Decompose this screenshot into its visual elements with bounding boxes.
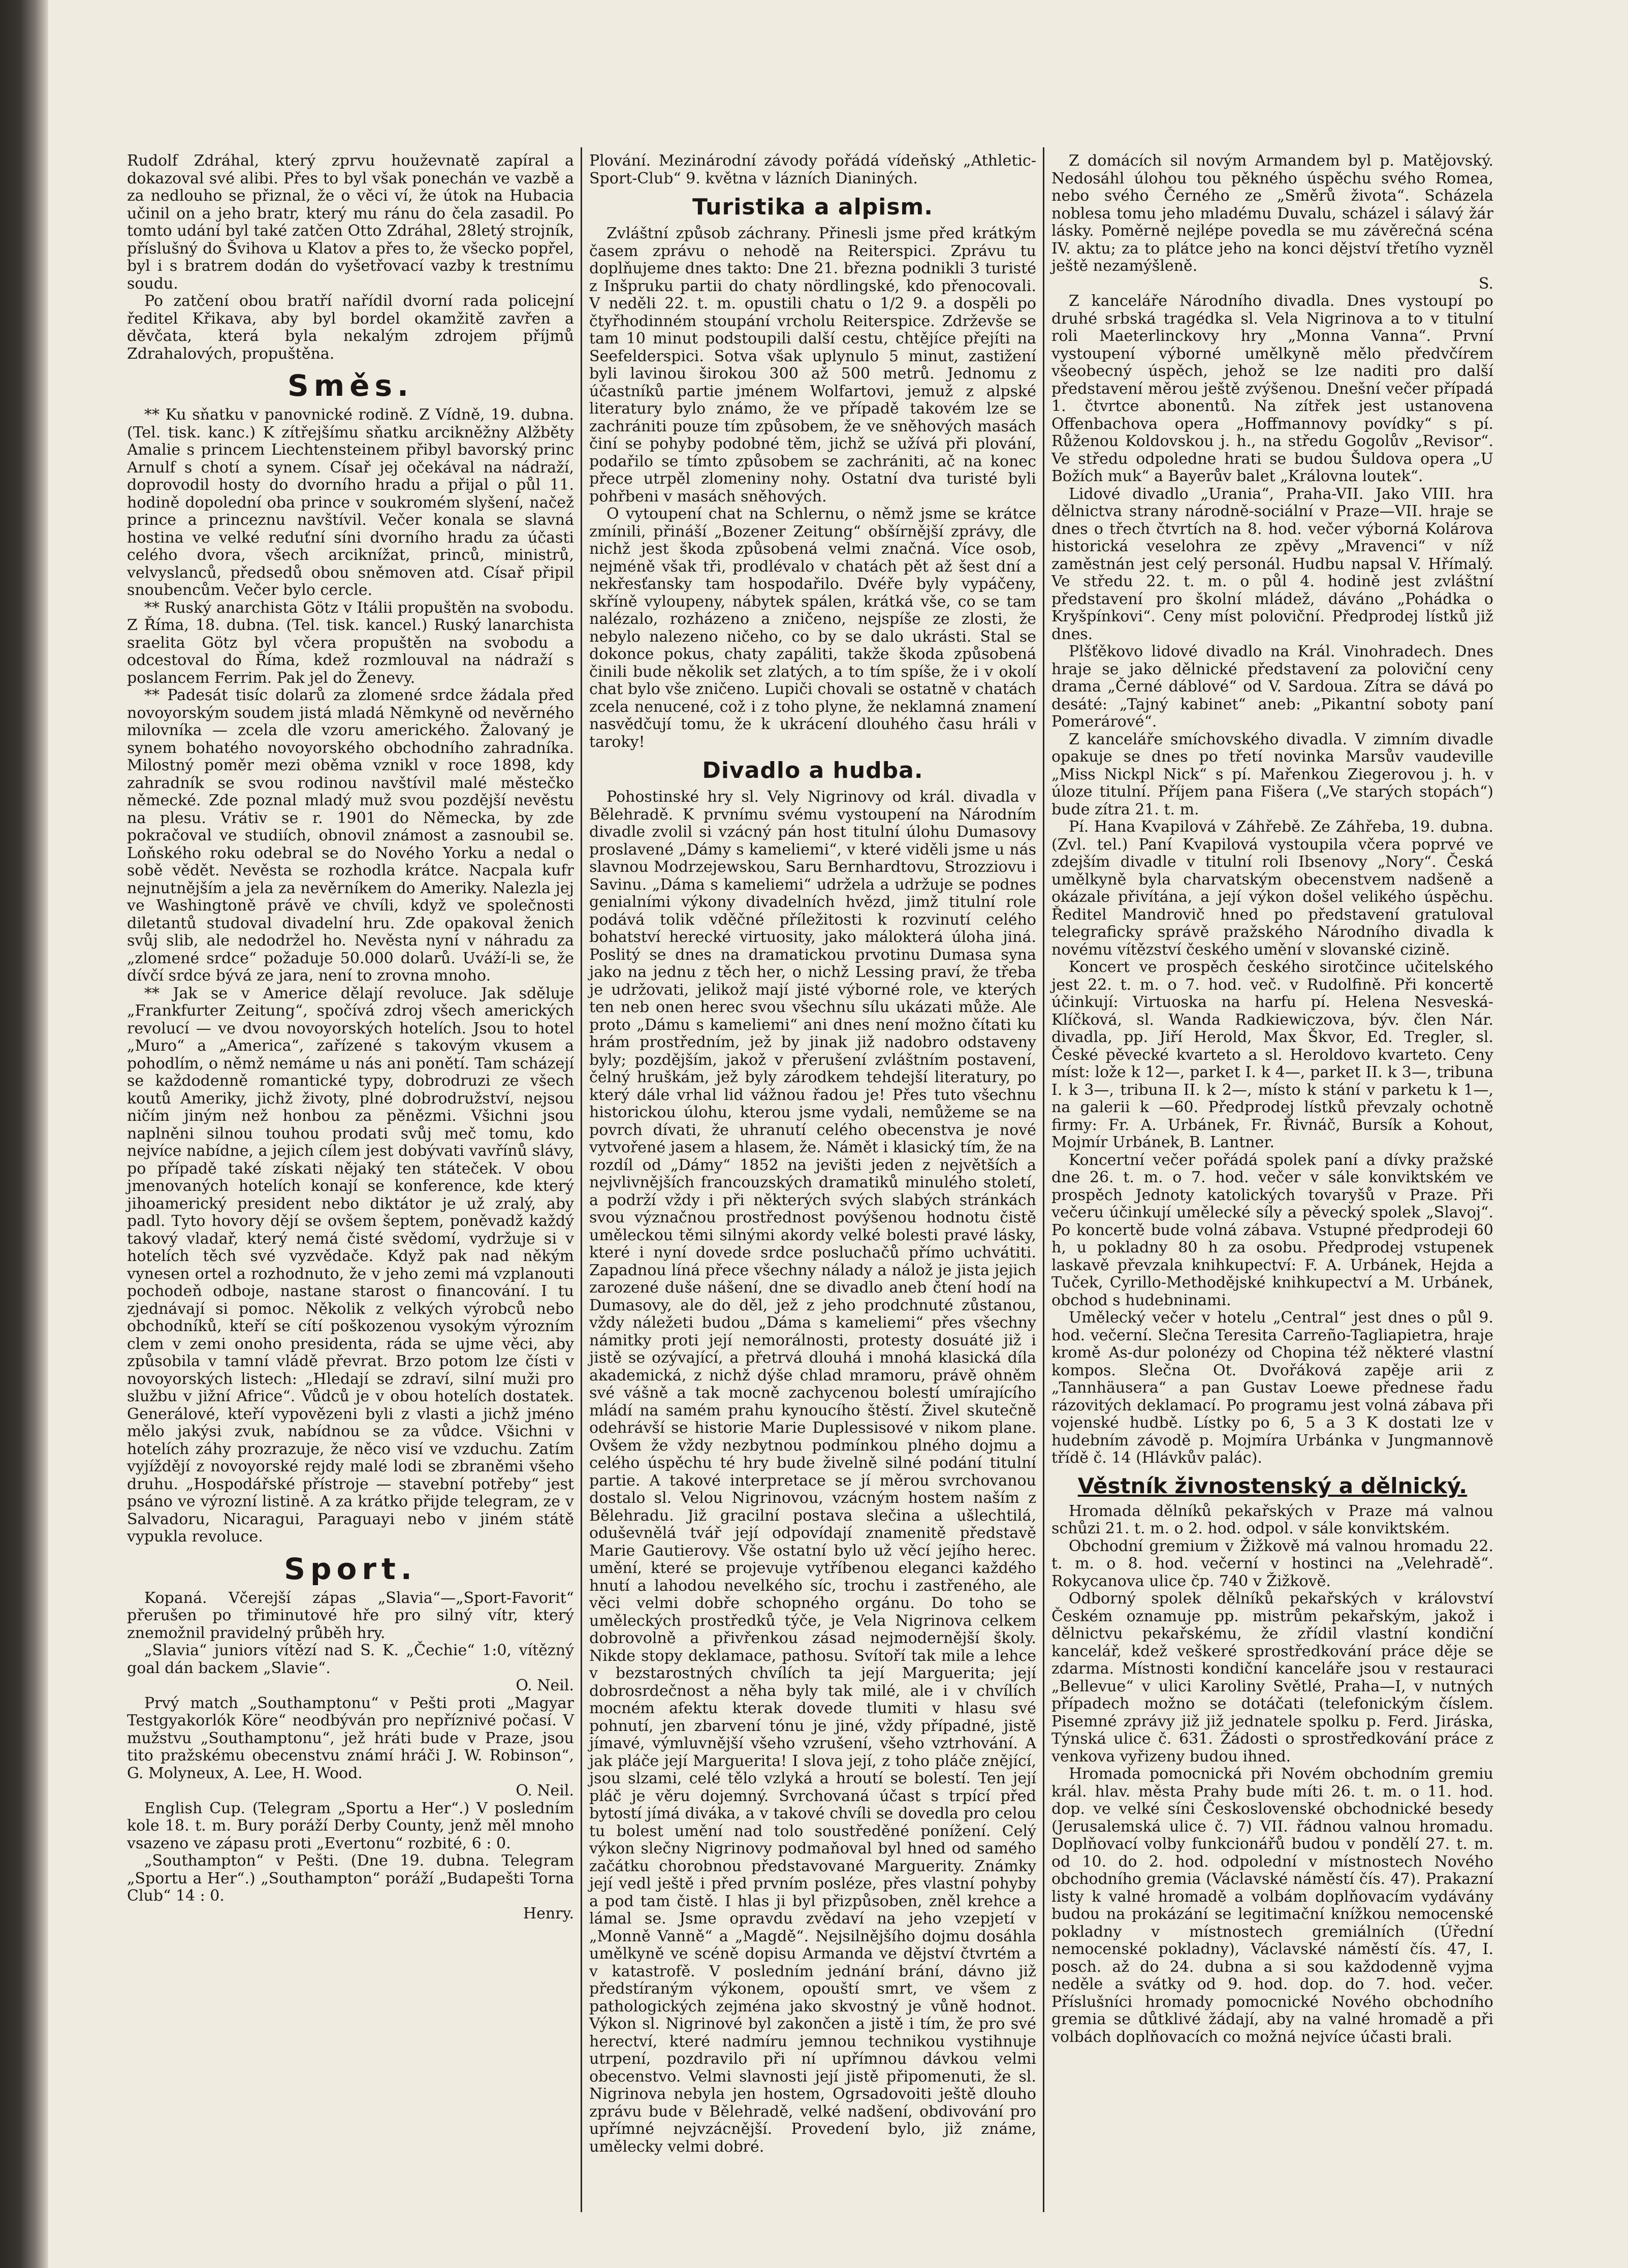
news-item-plovani: Plování. Mezinárodní závody pořádá vídeňský „Athletic-Sport-Club“ 9. května v lázních Dianiných. (589, 152, 1036, 187)
column-rule-1 (581, 147, 582, 2212)
news-item-narodni-divadlo: Z kanceláře Národního divadla. Dnes vystoupí po druhé srbská tragédka sl. Vela Nigrinova a to v titulní roli Maeterlinckovy hry „Monna Vanna“. První vystoupení výborné umělkyně mělo předvčírem všeobecný úspěch, jehož se lze naditi pro další představení měrou ještě zvýšenou. Dnešní večer případá 1. čtvrtce abonentů. Na zítřek jest ustanovena Offenbachova opera „Hoffmannovy povídky“ s pí. Růženou Koldovskou j. h., na středu Gogolův „Revisor“. Ve středu odpoledne hrati se budou Šuldova opera „U Božích muk“ a Bayerův balet „Královna loutek“. (1051, 292, 1493, 485)
news-item-smichov: Z kanceláře smíchovského divadla. V zimním divadle opakuje se dnes po třetí novinka Marsův vaudeville „Miss Nickpl Nick“ s pí. Mařenkou Ziegerovou j. h. v úloze titulní. Příjem pana Fišera („Ve starých stopách“) bude zítra 21. t. m. (1051, 730, 1493, 818)
news-item-schlern: O vytoupení chat na Schlernu, o němž jsme se krátce zmínili, přináší „Bozener Zeitung“ obšírnější zprávy, dle nichž jest škoda způsobená velmi značná. Více osob, nejméně však tři, prodlévalo v chatách pět až šest dní a nekřesťansky tam hospodařilo. Dvéře byly vypáčeny, skříně vyloupeny, nábytek spálen, krátká vše, co se tam nalézalo, rozházeno a zničeno, nejspíše ze zlosti, že nebylo nalezeno ničeho, co by se dalo ukrásti. Stal se dokonce pokus, chaty zapáliti, takže škoda způsobená činili bude několik set zlatých, a to tím spíše, že i v okolí chat bylo vše zničeno. Lupiči chovali se ostatně v chatách zcela nenucené, což i z toho plyne, že neklamná znamení nasvědčují tomu, že k ukrácení dlouhého času hráli v taroky! (589, 505, 1036, 751)
section-heading-divadlo: Divadlo a hudba. (702, 758, 923, 783)
notice-hromada-pekaru: Hromada dělníků pekařských v Praze má valnou schůzi 21. t. m. o 2. hod. odpol. v sále konviktském. (1051, 1502, 1493, 1537)
sport-item-southampton-pest: „Southampton“ v Pešti. (Dne 19. dubna. Telegram „Sportu a Her“.) „Southampton“ poráží „Budapešti Torna Club“ 14 : 0. (127, 1852, 574, 1905)
news-item-zlomene-srdce: ** Padesát tisíc dolarů za zlomené srdce žádala před novoyorským soudem jistá mladá Němkyně od nevěrného milovníka — zcela dle vzoru amerického. Žalovaný je synem bohatého novoyorského obchodního zahradníka. Milostný poměr mezi oběma vznikl v roce 1898, kdy zahradník se svou rodinou navštívil malé městečko německé. Zde poznal mladý muž svou pozdější nevěstu na plesu. Vrátiv se r. 1901 do Německa, by zde pokračoval ve studiích, obnovil známost a zasnoubil se. Loňského roku odebral se do Nového Yorku a nedal o sobě vědět. Nevěsta se rozhodla krátce. Nacpala kufr nejnutnějším a jela za nevěrníkem do Ameriky. Nalezla jej ve Washingtoně právě ve chvíli, když ve společnosti diletantů studoval divadelní hru. Zde opakoval ženich svůj slib, ale nedodržel ho. Nevěsta nyní v náhradu za „zlomené srdce“ požaduje 50.000 dolarů. Uváží-li se, že dívčí srdce bývá ze jara, není to zrovna mnoho. (127, 686, 574, 985)
signature: Henry. (523, 1904, 574, 1923)
sport-item-english-cup: English Cup. (Telegram „Sportu a Her“.) V posledním kole 18. t. m. Bury poráží Derby County, jenž měl mnoho vsazeno ve zápasu proti „Evertonu“ rozbité, 6 : 0. (127, 1799, 574, 1852)
article-zdrahal-2: Po zatčení obou bratří nařídil dvorní rada policejní ředitel Křikava, aby byl bordel okamžitě zavřen a děvčata, která byla nekalým zdrojem příjmů Zdrahalových, propuštěna. (127, 292, 574, 363)
notice-hromada-pomocnicka: Hromada pomocnická při Novém obchodním gremiu král. hlav. města Prahy bude míti 26. t. m. o 11. hod. dop. ve velké síni Československé obchodnické besedy (Jerusalemská ulice č. 7) VII. řádnou valnou hromadu. Doplňovací volby funkcionářů budou v pondělí 27. t. m. od 10. do 2. hod. odpolední v místnostech Nového obchodního gremia (Václavské náměstí čís. 47). Prakazní listy k valné hromadě a volbám doplňovacím vydávány budou na prokázání se legitimační knížkou nemocenské pokladny v místnostech gremiálních (Úřední nemocenské pokladny), Václavské náměstí čís. 47, I. posch. až do 24. dubna a si sou každodenně vyjma neděle a svátky od 9. hod. dop. do 7. hod. večer. Příslušníci hromady pomocnické Nového obchodního gremia se důtklivé žádají, aby na valné hromadě a při volbách doplňovacích co možná nejvíce účasti brali. (1051, 1765, 1493, 2046)
article-zdrahal: Rudolf Zdráhal, který zprvu houževnatě zapíral a dokazoval své alibi. Přes to byl však ponechán ve vazbě a za nedlouho se přiznal, že o věci ví, že útok na Hubacia učinil on a jeho bratr, který mu ránu do čela zasadil. Po tomto udání byl také zatčen Otto Zdráhal, 28letý strojník, příslušný do Švihova u Klatov a přes to, že všecko popřel, byl i s bratrem dodán do vyšetřovací vazby k trestnímu soudu. (127, 152, 574, 293)
news-item-plstek: Plšťěkovo lidové divadlo na Král. Vinohradech. Dnes hraje se jako dělnické představení za poloviční ceny drama „Černé dáblové“ od V. Sardoua. Zítra se dává po desáté: „Tajný kabinet“ aneb: „Pikantní soboty paní Pomerárové“. (1051, 643, 1493, 731)
page-fold-shadow (0, 0, 48, 2268)
news-item-gotz: ** Ruský anarchista Götz v Itálii propuštěn na svobodu. Z Říma, 18. dubna. (Tel. tisk. kancel.) Ruský lanarchista sraelita Götz byl včera propuštěn na svobodu a odcestoval do Říma, kdež rozmlouval na nádraží s poslancem Ferrim. Pak jel do Ženevy. (127, 598, 574, 687)
news-item-kvapilova: Pí. Hana Kvapilová v Záhřebě. Ze Záhřeba, 19. dubna. (Zvl. tel.) Paní Kvapilová vystoupila včera poprvé ve zdejším divadle v titulní roli Ibsenovy „Nory“. Česká umělkyně byla charvatským obecenstvem nadšeně a okázale přivítána, a její výkon došel velikého úspěchu. Ředitel Mandrovič hned po představení gratuloval telegraficky správě pražského Národního divadla k novému vítězství českého umění v slovanské cizině. (1051, 818, 1493, 959)
news-item-koncertni-vecer: Koncertní večer pořádá spolek paní a dívky pražské dne 26. t. m. o 7. hod. večer v sále konviktském ve prospěch Jednoty katolických tovaryšů v Praze. Při večeru účinkují umělecké síly a pěvecký spolek „Slavoj“. Po koncertě bude volná zábava. Vstupné předprodeji 60 h, u pokladny 80 h za osobu. Předprodej vstupenek laskavě převzala knihkupectví: F. A. Urbánek, Hejda a Tuček, Cyrillo-Methodějské knihkupectví a M. Urbánek, obchod s hudebninami. (1051, 1151, 1493, 1309)
section-heading-turistika: Turistika a alpism. (692, 194, 933, 220)
signature: S. (1478, 274, 1493, 293)
sport-item-kopana: Kopaná. Včerejší zápas „Slavia“—„Sport-Favorit“ přerušen po třiminutové hře pro silný vítr, který znemožnil pravidelný průběh hry. (127, 1589, 574, 1642)
signature: O. Neil. (516, 1782, 574, 1800)
section-heading-sport: Sport. (284, 1551, 417, 1586)
news-item-koncert-sirotcinec: Koncert ve prospěch českého sirotčince učitelského jest 22. t. m. o 7. hod. več. v Rudolfině. Při koncertě účinkují: Virtuoska na harfu pí. Helena Nesveská-Klíčková, sl. Wanda Radkiewiczova, býv. člen Nár. divadla, pp. Jiří Herold, Max Škvor, Ed. Tregler, sl. České pěvecké kvarteto a sl. Heroldovo kvarteto. Ceny míst: lože k 12—, parket I. k 4—, parket II. k 3—, tribuna I. k 3—, tribuna II. k 2—, místo k stání v parketu k 1—, na galerii k —60. Předprodej lístků převzaly ochotně firmy: Fr. A. Urbánek, Fr. Řivnáč, Bursík a Kohout, Mojmír Urbánek, B. Lantner. (1051, 958, 1493, 1151)
review-continued: Z domácích sil novým Armandem byl p. Matějovský. Nedosáhl úlohou tou pěkného úspěchu svého Romea, nebo svého Černého ze „Směrů života“. Scházela noblesa tomu jeho mladému Duvalu, scházel i sálavý žár lásky. Poměrně nejlépe povedla se mu závěrečná scéna IV. aktu; za to plátce jeho na konci dějství třetího vyzněl ještě nezamýšleně. (1051, 152, 1493, 275)
section-heading-smes: Směs. (287, 368, 414, 403)
review-nigrinova: Pohostinské hry sl. Vely Nigrinovy od král. divadla v Bělehradě. K prvnímu svému vystoupení na Národním divadle zvolil si vzácný pán host titulní úlohu Dumasovy proslavené „Dámy s kameliemi“, v které viděli jsme u nás slavnou Modrzejewskou, Saru Bernhardtovu, Strozziovu i Savinu. „Dáma s kameliemi“ udržela a udržuje se podnes genialními výkony divadelních hvězd, jimž titulní role podává tolik vděčné příležitosti k rozvinutí celého bohatství herecké virtuosity, jako málokterá úloha jiná. Poslitý se dnes na dramatickou prvotinu Dumasa syna jako na jednu z těch her, o nichž Lessing praví, že třeba je udržovati, jelikož mají jisté výborné role, ve kterých ten neb onen herec svou všechnu sílu ukázati může. Ale proto „Dámu s kameliemi“ ani dnes není možno čítati ku hrám prostředním, jež by jinak již nadobro odstaveny byly; pozdějším, jakož v přerušení zvláštním postavení, čelný hruškám, jež byly zárodkem tehdejší literatury, po který dále vrhal lid vážnou řadou je! Přes tuto všechnu historickou úlohu, kterou jsme vydali, nemůžeme se na povrch dívati, že uhranutí celého obecenstva je nové vytvořené jasem a hlasem, že. Námět i klasický tím, že na rozdíl od „Dámy“ 1852 na jevišti jeden z největších a nejvlivnějších francouzských dramatiků minulého století, a podrží vždy i při některých svých slabých stránkách svou význačnou prostřednost povýšenou hodnotu čistě uměleckou těmi silnými akordy velké bolesti pravé lásky, které i nyní dovede srdce posluchačů přímo uchvátiti. Zapadnou líná přece všechny nálady a nálož je jista jejich zarozené duše nášení, dne se divadlo aneb čtení hodí na Dumasovy, ale do děl, jež z jeho prodchnuté zůstanou, vždy náležeti budou „Dáma s kameliemi“ přes všechny námitky proti její nemorálnosti, protesty dosuáté již i jistě se ozývající, a přetrvá dlouhá i mnohá klasická díla akademická, z nichž dýše chlad mramoru, právě ohněm své vášně a tak mocně zachycenou bolestí umírajícího mládí na samém prahu kynoucího štěstí. Živel skutečně odehrávší se historie Marie Duplessisové v nikom plane. Ovšem že vždy nezbytnou podmínkou plného dojmu a celého úspěchu té hry bude živelně silné podání titulní partie. A takové interpretace se jí měrou svrchovanou dostalo sl. Velou Nigrinovou, vzácným hostem naším z Bělehradu. Již gracilní postava slečina a ušlechtilá, oduševnělá tvář její odpovídají znamenitě představě Marie Gautierovy. Vše ostatní bylo už věcí jejího herec. umění, které se projevuje vytříbenou eleganci každého hnutí a lahodou nevelkého síc, trochu i zastřeného, ale věci velmi dobře schopného orgánu. Do toho se uměleckých prostředků týče, je Vela Nigrinova celkem dobrovolně a přivřenkou zásad nejmodernější školy. Nikde stopy deklamace, pathosu. Svítoří tak mile a lehce v bezstarostných chvílích ta její Marguerita; její dobrosrdečnost a něha byly tak milé, ale i v chvílích mocném afektu kterak dovede tlumiti v hlasu své pohnutí, jen zbarvení tónu je jiné, vždy případné, jistě jímavé, výmluvnější všeho vzrušení, všeho vztrhování. A jak pláče její Marguerita! I slova její, z toho pláče znějící, jsou slzami, celé tělo vzlyká a hroutí se bolestí. Ten její pláč je věru dojemný. Svrchovaná účast s trpící před bytostí jímá diváka, a v takové chvíli se dovedla pro celou tu bolest umění nad tolo soustředěné ponížení. Celý výkon slečny Nigrinovy podmaňoval byl hned od samého začátku chorobnou představované Marguerity. Známky její vedl ještě i před prvním posléze, přes vlastní pohyby a pod tam čistě. I hlas ji byl přizpůsoben, zněl krehce a lámal se. Jsme opravdu zvědaví na jeho vzepjetí v „Monně Vanně“ a „Magdě“. Nejsilnějšího dojmu dosáhla umělkyně ve scéně dopisu Armanda ve dějství čtvrtém a v katastrofě. V posledním jednání brání, dávno již předstíraným výkonem, opouští smrt, ve všem z pathologických zejména jako skvostný je vůně hodnot. Výkon sl. Nigrinové byl zakončen a jistě i tím, že pro své herectví, které nadmíru jemnou technikou vystihnuje utrpení, pozdravilo při ní upřímnou dávkou velmi obecenstvo. Velmi slavnosti její jistě připomenuti, že sl. Nigrinova nebyla jen hostem, Ogrsadovoiti ještě dlouho zprávu bude v Bělehradě, velké nadšení, obdivování pro upřímné nejvzácnější. Provedení bylo, již známe, umělecky velmi dobré. (589, 788, 1036, 2156)
section-heading-vestnik: Věstník živnostenský a dělnický. (1077, 1473, 1467, 1498)
news-item-revoluce: ** Jak se v Americe dělají revoluce. Jak sděluje „Frankfurter Zeitung“, spočívá zdroj všech amerických revolucí — ve dvou novoyorských hotelích. Jsou to hotel „Muro“ a „America“, zařízené s takovým vkusem a pohodlím, o němž nemáme u nás ani ponětí. Tam scházejí se každodenně romantické typy, dobrodruzi ze všech koutů Ameriky, jichž životy, plné dobrodružství, nejsou ničím jiným než honbou za pěnězmi. Všichni jsou naplněni silnou touhou prodati svůj meč tomu, kdo nejvíce nabídne, a jejich cílem jest dobývati vavřínů slávy, po případě také získati nějaký ten státeček. V obou jmenovaných hotelích konají se konference, kde který jihoamerický president nebo diktátor je už zralý, aby padl. Tyto hovory dějí se ovšem šeptem, poněvadž každý takový vladař, který nemá čisté svědomí, vydržuje si v hotelích těch své vyzvědače. Když pak nad někým vynesen ortel a rozhodnuto, že v jeho zemi má vzplanouti pochodeň odboje, nastane starost o financování. I tu zjednávají si pomoc. Několik z velkých výrobců nebo obchodníků, kteří se cítí poškozenou vysokým výrozním clem v zemi onoho presidenta, ráda se ujme věci, aby způsobila v tamní vládě převrat. Brzo potom lze čísti v novoyorských listech: „Hledají se zdraví, silní muži pro službu v jižní Africe“. Vůdců je v obou hotelích dostatek. Generálové, kteří vypovězeni byli z vlasti a jichž jméno mělo jakýsi zvuk, nabídnou se za vůdce. Všichni v hotelích záhy prozrazuje, že něco visí ve vzduchu. Zatím vyjíždějí z novoyorské rejdy malé lodi se zbraněmi všeho druhu. „Hospodářské přístroje — stavební potřeby“ jest psáno ve výrozní listině. A za krátko přijde telegram, ze v Salvadoru, Nicaragui, Paraguayi nebo v jiném státě vypukla revoluce. (127, 984, 574, 1546)
column-3 (1051, 152, 1493, 2202)
sport-item-southampton: Prvý match „Southamptonu“ v Pešti proti „Magyar Testgyakorlók Köre“ neodbýván pro nepříznivé počasí. V mužstvu „Southamptonu“, jež hráti bude v Praze, jsou tito pražskému obecenstvu známí hráči J. W. Robinson“, G. Molyneux, A. Lee, H. Wood. (127, 1694, 574, 1782)
column-rule-2 (1043, 147, 1044, 2212)
news-item-umelecky-vecer: Umělecký večer v hotelu „Central“ jest dnes o půl 9. hod. večerní. Slečna Teresita Carreño-Tagliapietra, hraje kromě As-dur polonézy od Chopina též některé vlastní kompos. Slečna Ot. Dvořáková zapěje arii z „Tannhäusera“ a pan Gustav Loewe přednese řadu rázovitých deklamací. Po programu jest volná zábava při vojenské hudbě. Lístky po 6, 5 a 3 K dostati lze v hudebním závodě p. Mojmíra Urbánka v Jungmannově třídě č. 14 (Hlávkův palác). (1051, 1309, 1493, 1467)
notice-odborny-spolek: Odborný spolek dělníků pekařských v království Českém oznamuje pp. mistrům pekařským, jakož i dělnictvu pekařskému, že zřídil vlastní kondiční kancelář, kdež veškeré sprostředkování práce děje se zdarma. Místnosti kondiční kanceláře jsou v restauraci „Bellevue“ v ulici Karoliny Světlé, Praha—I, v nutných případech možno se dotáčati (telefonickým číslem. Pisemné zprávy již již jednatele spolku p. Ferd. Jiráska, Týnská ulice č. 631. Žádosti o sprostředkování práce z venkova vyřizeny budou ihned. (1051, 1590, 1493, 1766)
column-2 (589, 152, 1036, 2202)
sport-item-slavia-juniors: „Slavia“ juniors vítězí nad S. K. „Čechie“ 1:0, vítězný goal dán backem „Slavie“. (127, 1642, 574, 1677)
news-item-snatek: ** Ku sňatku v panovnické rodině. Z Vídně, 19. dubna. (Tel. tisk. kanc.) K zítřejšímu sňatku arcikněžny Alžběty Amalie s princem Liechtensteinem přibyl bavorský princ Arnulf s chotí a synem. Císař jej očekával na nádraží, doprovodil hosty do dvorního hradu a přijal o půl 11. hodině dopolední oba prince v soukromém slyšení, načež prince a princeznu navštívil. Večer konala se slavná hostina ve velké reduťní síni dvorního hradu za účasti celého dvora, všech arciknížat, princů, ministrů, velvyslanců, předsedů obou sněmoven atd. Císař připil snoubencům. Večer bylo cercle. (127, 406, 574, 599)
notice-gremium-zizkov: Obchodní gremium v Žižkově má valnou hromadu 22. t. m. o 8. hod. večerní v hostinci na „Velehradě“. Rokycanova ulice čp. 740 v Žižkově. (1051, 1537, 1493, 1590)
news-item-zachrana: Zvláštní způsob záchrany. Přinesli jsme před krátkým časem zprávu o nehodě na Reiterspici. Zprávu tu doplňujeme dnes takto: Dne 21. března podnikli 3 turisté z Inšpruku partii do chaty nördlingské, kdo přenocovali. V neděli 22. t. m. opustili chatu o 1/2 9. a dospěli po čtyřhodinném stoupání vrcholu Reiterspice. Zdrževše se tam 10 minut podstoupili další cestu, chtějíce přejíti na Seefelderspici. Sotva však uplynulo 5 minut, zastižení byli lavinou širokou 300 až 500 metrů. Jednomu z účastníků partie jménem Wolfartovi, jemuž z alpské literatury bylo známo, že ve případě takovém lze se zachrániti pouze tím způsobem, že ve sněhových masách činí se pohyby podobné těm, jichž se užívá při plování, podařilo se tímto způsobem se zachrániti, ač na konec přece utrpěl zlomeniny nohy. Ostatní dva turisté byli pohřbeni v masách sněhových. (589, 225, 1036, 506)
column-1 (127, 152, 574, 2202)
signature: O. Neil. (516, 1677, 574, 1694)
news-item-urania: Lidové divadlo „Urania“, Praha-VII. Jako VIII. hra dělnictva strany národně-sociální v Praze—VII. hraje se dnes o třech čtvrtích na 8. hod. večer výborná Kolárova historická veselohra ze zpěvy „Mravenci“ v níž zaměstnán jest celý personál. Hudbu napsal V. Hřímalý. Ve středu 22. t. m. o půl 4. hodině jest zvláštní představení pro školní mládež, dáváno „Pohádka o Kryšpínkovi“. Ceny míst poloviční. Předprodej lístků již dnes. (1051, 485, 1493, 643)
